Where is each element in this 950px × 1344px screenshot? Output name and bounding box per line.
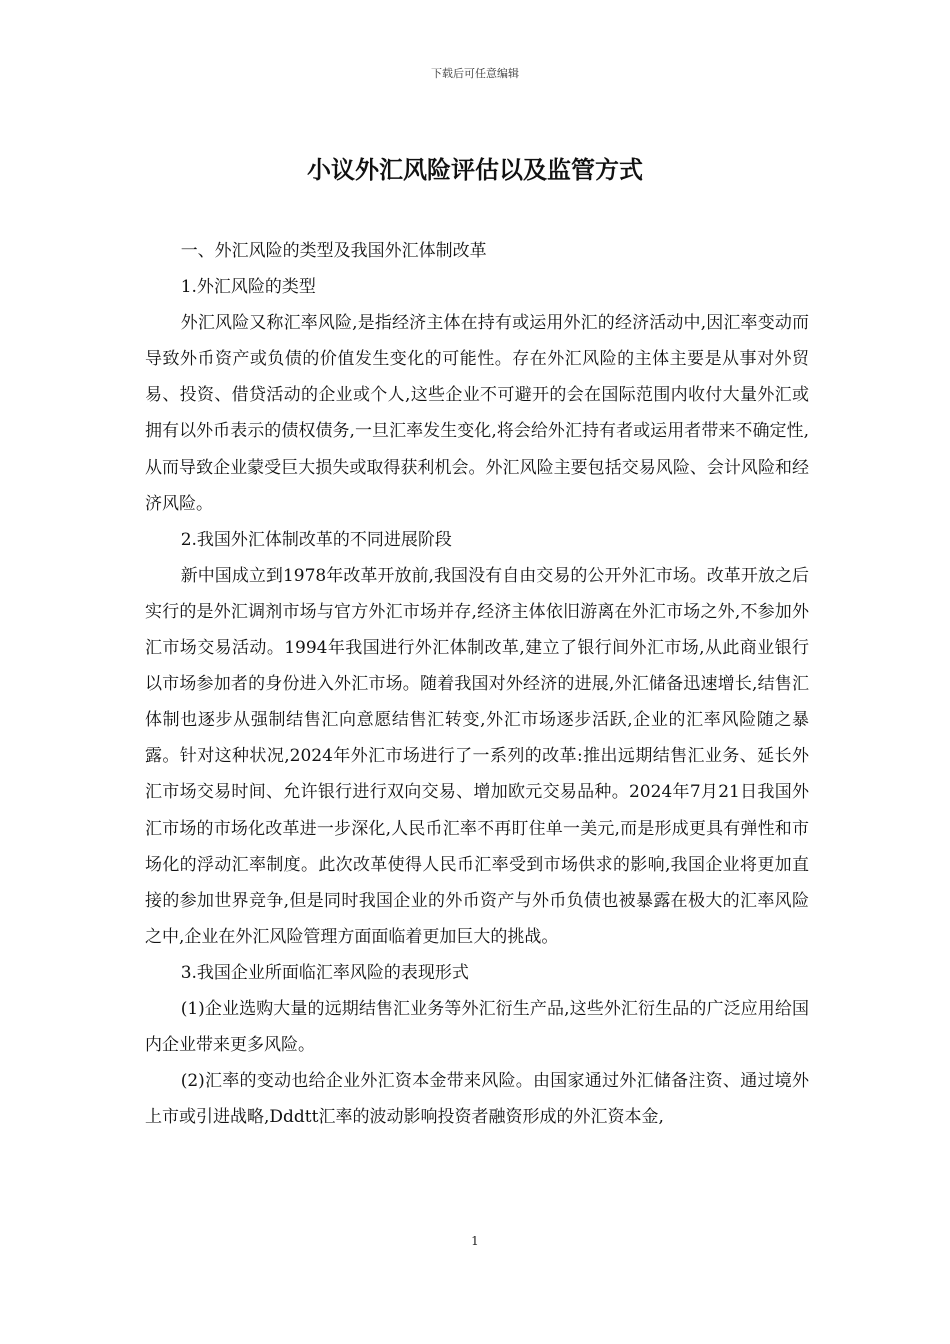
body-paragraph: 新中国成立到1978年改革开放前,我国没有自由交易的公开外汇市场。改革开放之后实行的是外汇调剂市场与官方外汇市场并存,经济主体依旧游离在外汇市场之外,不参加外汇市场交易活动。1994年我国进行外汇体制改革,建立了银行间外汇市场,从此商业银行以市场参加者的身份进入外汇市场。随着我国对外经济的进展,外汇储备迅速增长,结售汇体制也逐步从强制结售汇向意愿结售汇转变,外汇市场逐步活跃,企业的汇率风险随之暴露。针对这种状况,2024年外汇市场进行了一系列的改革:推出远期结售汇业务、延长外汇市场交易时间、允许银行进行双向交易、增加欧元交易品种。2024年7月21日我国外汇市场的市场化改革进一步深化,人民币汇率不再盯住单一美元,而是形成更具有弹性和市场化的浮动汇率制度。此次改革使得人民币汇率受到市场供求的影响,我国企业将更加直接的参加世界竞争,但是同时我国企业的外币资产与外币负债也被暴露在极大的汇率风险之中,企业在外汇风险管理方面面临着更加巨大的挑战。: [145, 565, 809, 947]
list-paragraph: (1)企业选购大量的远期结售汇业务等外汇衍生产品,这些外汇衍生品的广泛应用给国内企业带来更多风险。: [145, 998, 809, 1056]
body-paragraph: 外汇风险又称汇率风险,是指经济主体在持有或运用外汇的经济活动中,因汇率变动而导致外币资产或负债的价值发生变化的可能性。存在外汇风险的主体主要是从事对外贸易、投资、借贷活动的企业或个人,这些企业不可避开的会在国际范围内收付大量外汇或拥有以外币表示的债权债务,一旦汇率发生变化,将会给外汇持有者或运用者带来不确定性,从而导致企业蒙受巨大损失或取得获利机会。外汇风险主要包括交易风险、会计风险和经济风险。: [145, 313, 809, 514]
subsection-heading: 2.我国外汇体制改革的不同进展阶段: [180, 529, 452, 550]
section-heading: 一、外汇风险的类型及我国外汇体制改革: [180, 241, 487, 261]
subsection-heading: 3.我国企业所面临汇率风险的表现形式: [180, 962, 469, 983]
document-body: [145, 233, 809, 1135]
page-number: 1: [471, 1234, 479, 1248]
document-title: 小议外汇风险评估以及监管方式: [307, 155, 643, 184]
list-paragraph: (2)汇率的变动也给企业外汇资本金带来风险。由国家通过外汇储备注资、通过境外上市或引进战略,Dddtt汇率的波动影响投资者融资形成的外汇资本金,: [145, 1071, 809, 1128]
subsection-heading: 1.外汇风险的类型: [180, 277, 316, 298]
page-header: 下载后可任意编辑: [431, 67, 519, 80]
